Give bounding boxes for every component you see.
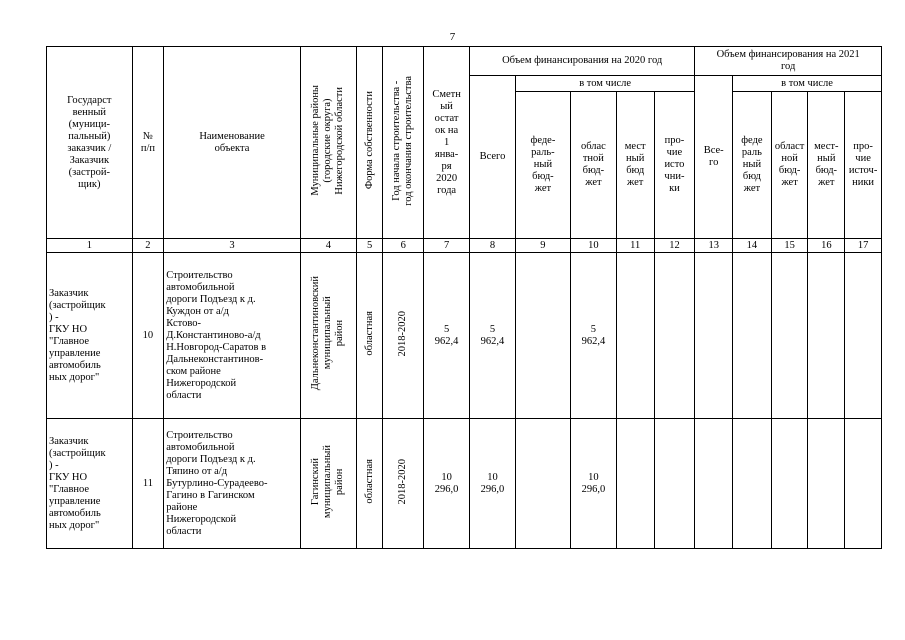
column-number: 10 — [570, 239, 616, 253]
row-years-cell — [383, 253, 424, 419]
row-regional-2021 — [771, 419, 808, 549]
financing-table — [46, 46, 882, 549]
row-total-2020: 10 296,0 — [470, 419, 516, 549]
header-incl-2021: в том числе — [733, 76, 882, 92]
header-years-cell — [383, 47, 424, 239]
row-total-2021 — [695, 419, 733, 549]
header-customer: Государст венный (муници- пальный) заказчик / Заказчик (застрой- щик) — [47, 47, 133, 239]
row-years-cell — [383, 419, 424, 549]
row-object-name: Строительство автомобильной дороги Подъезд к д. Тяпино от а/д Бутурлино-Сурадеево- Гагино в Гагинском районе Нижегородской области — [164, 419, 301, 549]
column-number: 1 — [47, 239, 133, 253]
row-district-cell — [300, 419, 356, 549]
row-other-2021 — [845, 253, 882, 419]
row-federal-2021 — [733, 419, 772, 549]
column-number: 16 — [808, 239, 845, 253]
column-number: 8 — [470, 239, 516, 253]
row-local-2020 — [616, 253, 654, 419]
column-number: 4 — [300, 239, 356, 253]
header-district-cell — [300, 47, 356, 239]
column-number: 12 — [654, 239, 695, 253]
header-fin-2020: Объем финансирования на 2020 год — [470, 47, 695, 76]
row-local-2021 — [808, 253, 845, 419]
column-number-row — [47, 239, 882, 253]
table-row — [47, 253, 882, 419]
header-local-2020: мест ный бюд жет — [616, 92, 654, 239]
column-number: 6 — [383, 239, 424, 253]
row-estimate: 5 962,4 — [424, 253, 470, 419]
row-number: 10 — [132, 253, 164, 419]
row-estimate: 10 296,0 — [424, 419, 470, 549]
column-number: 2 — [132, 239, 164, 253]
row-district: Дальнеконстантиновский муниципальный район — [310, 276, 346, 391]
row-customer: Заказчик (застройщик ) - ГКУ НО "Главное управление автомобиль ных дорог" — [47, 419, 133, 549]
row-local-2021 — [808, 419, 845, 549]
row-total-2021 — [695, 253, 733, 419]
row-district-cell — [300, 253, 356, 419]
header-regional-2021: област ной бюд- жет — [771, 92, 808, 239]
row-ownership: областная — [363, 459, 375, 504]
column-number: 9 — [515, 239, 570, 253]
header-total-2021: Все- го — [695, 76, 733, 239]
row-other-2020 — [654, 419, 695, 549]
row-ownership-cell — [356, 419, 383, 549]
row-other-2020 — [654, 253, 695, 419]
header-other-2021: про- чие источ- ники — [845, 92, 882, 239]
header-row-1 — [47, 47, 882, 76]
row-federal-2020 — [515, 253, 570, 419]
header-federal-2020: феде- раль- ный бюд- жет — [515, 92, 570, 239]
column-number: 15 — [771, 239, 808, 253]
header-ownership: Форма собственности — [363, 91, 375, 190]
header-object-name: Наименование объекта — [164, 47, 301, 239]
header-fin-2021: Объем финансирования на 2021 год — [695, 47, 882, 76]
page-number: 7 — [449, 31, 456, 43]
header-years: Год начала строительства - год окончания строительства — [391, 75, 415, 206]
header-total-2020: Всего — [470, 76, 516, 239]
row-other-2021 — [845, 419, 882, 549]
header-incl-2020: в том числе — [515, 76, 694, 92]
row-years: 2018-2020 — [397, 310, 409, 357]
row-customer: Заказчик (застройщик ) - ГКУ НО "Главное управление автомобиль ных дорог" — [47, 253, 133, 419]
column-number: 3 — [164, 239, 301, 253]
table-row — [47, 419, 882, 549]
header-federal-2021: феде раль ный бюд жет — [733, 92, 772, 239]
row-years: 2018-2020 — [397, 458, 409, 505]
row-local-2020 — [616, 419, 654, 549]
row-district: Гагинский муниципальный район — [310, 444, 346, 519]
column-number: 11 — [616, 239, 654, 253]
row-regional-2020: 5 962,4 — [570, 253, 616, 419]
header-other-2020: про- чие исто чни- ки — [654, 92, 695, 239]
header-number: № п/п — [132, 47, 164, 239]
column-number: 5 — [356, 239, 383, 253]
header-local-2021: мест- ный бюд- жет — [808, 92, 845, 239]
row-object-name: Строительство автомобильной дороги Подъезд к д. Куждон от а/д Кстово- Д.Константиново-а/д Н.Новгород-Саратов в Дальнеконстантинов- ском районе Нижегородской области — [164, 253, 301, 419]
column-number: 13 — [695, 239, 733, 253]
row-ownership: областная — [363, 311, 375, 356]
header-ownership-cell — [356, 47, 383, 239]
row-federal-2020 — [515, 419, 570, 549]
row-total-2020: 5 962,4 — [470, 253, 516, 419]
row-ownership-cell — [356, 253, 383, 419]
header-regional-2020: облас тной бюд- жет — [570, 92, 616, 239]
header-estimate: Сметн ый остат ок на 1 янва- ря 2020 года — [424, 47, 470, 239]
row-number: 11 — [132, 419, 164, 549]
column-number: 17 — [845, 239, 882, 253]
row-federal-2021 — [733, 253, 772, 419]
column-number: 7 — [424, 239, 470, 253]
header-district: Муниципальные районы (городские округа) Нижегородской области — [310, 85, 346, 196]
row-regional-2021 — [771, 253, 808, 419]
column-number: 14 — [733, 239, 772, 253]
row-regional-2020: 10 296,0 — [570, 419, 616, 549]
